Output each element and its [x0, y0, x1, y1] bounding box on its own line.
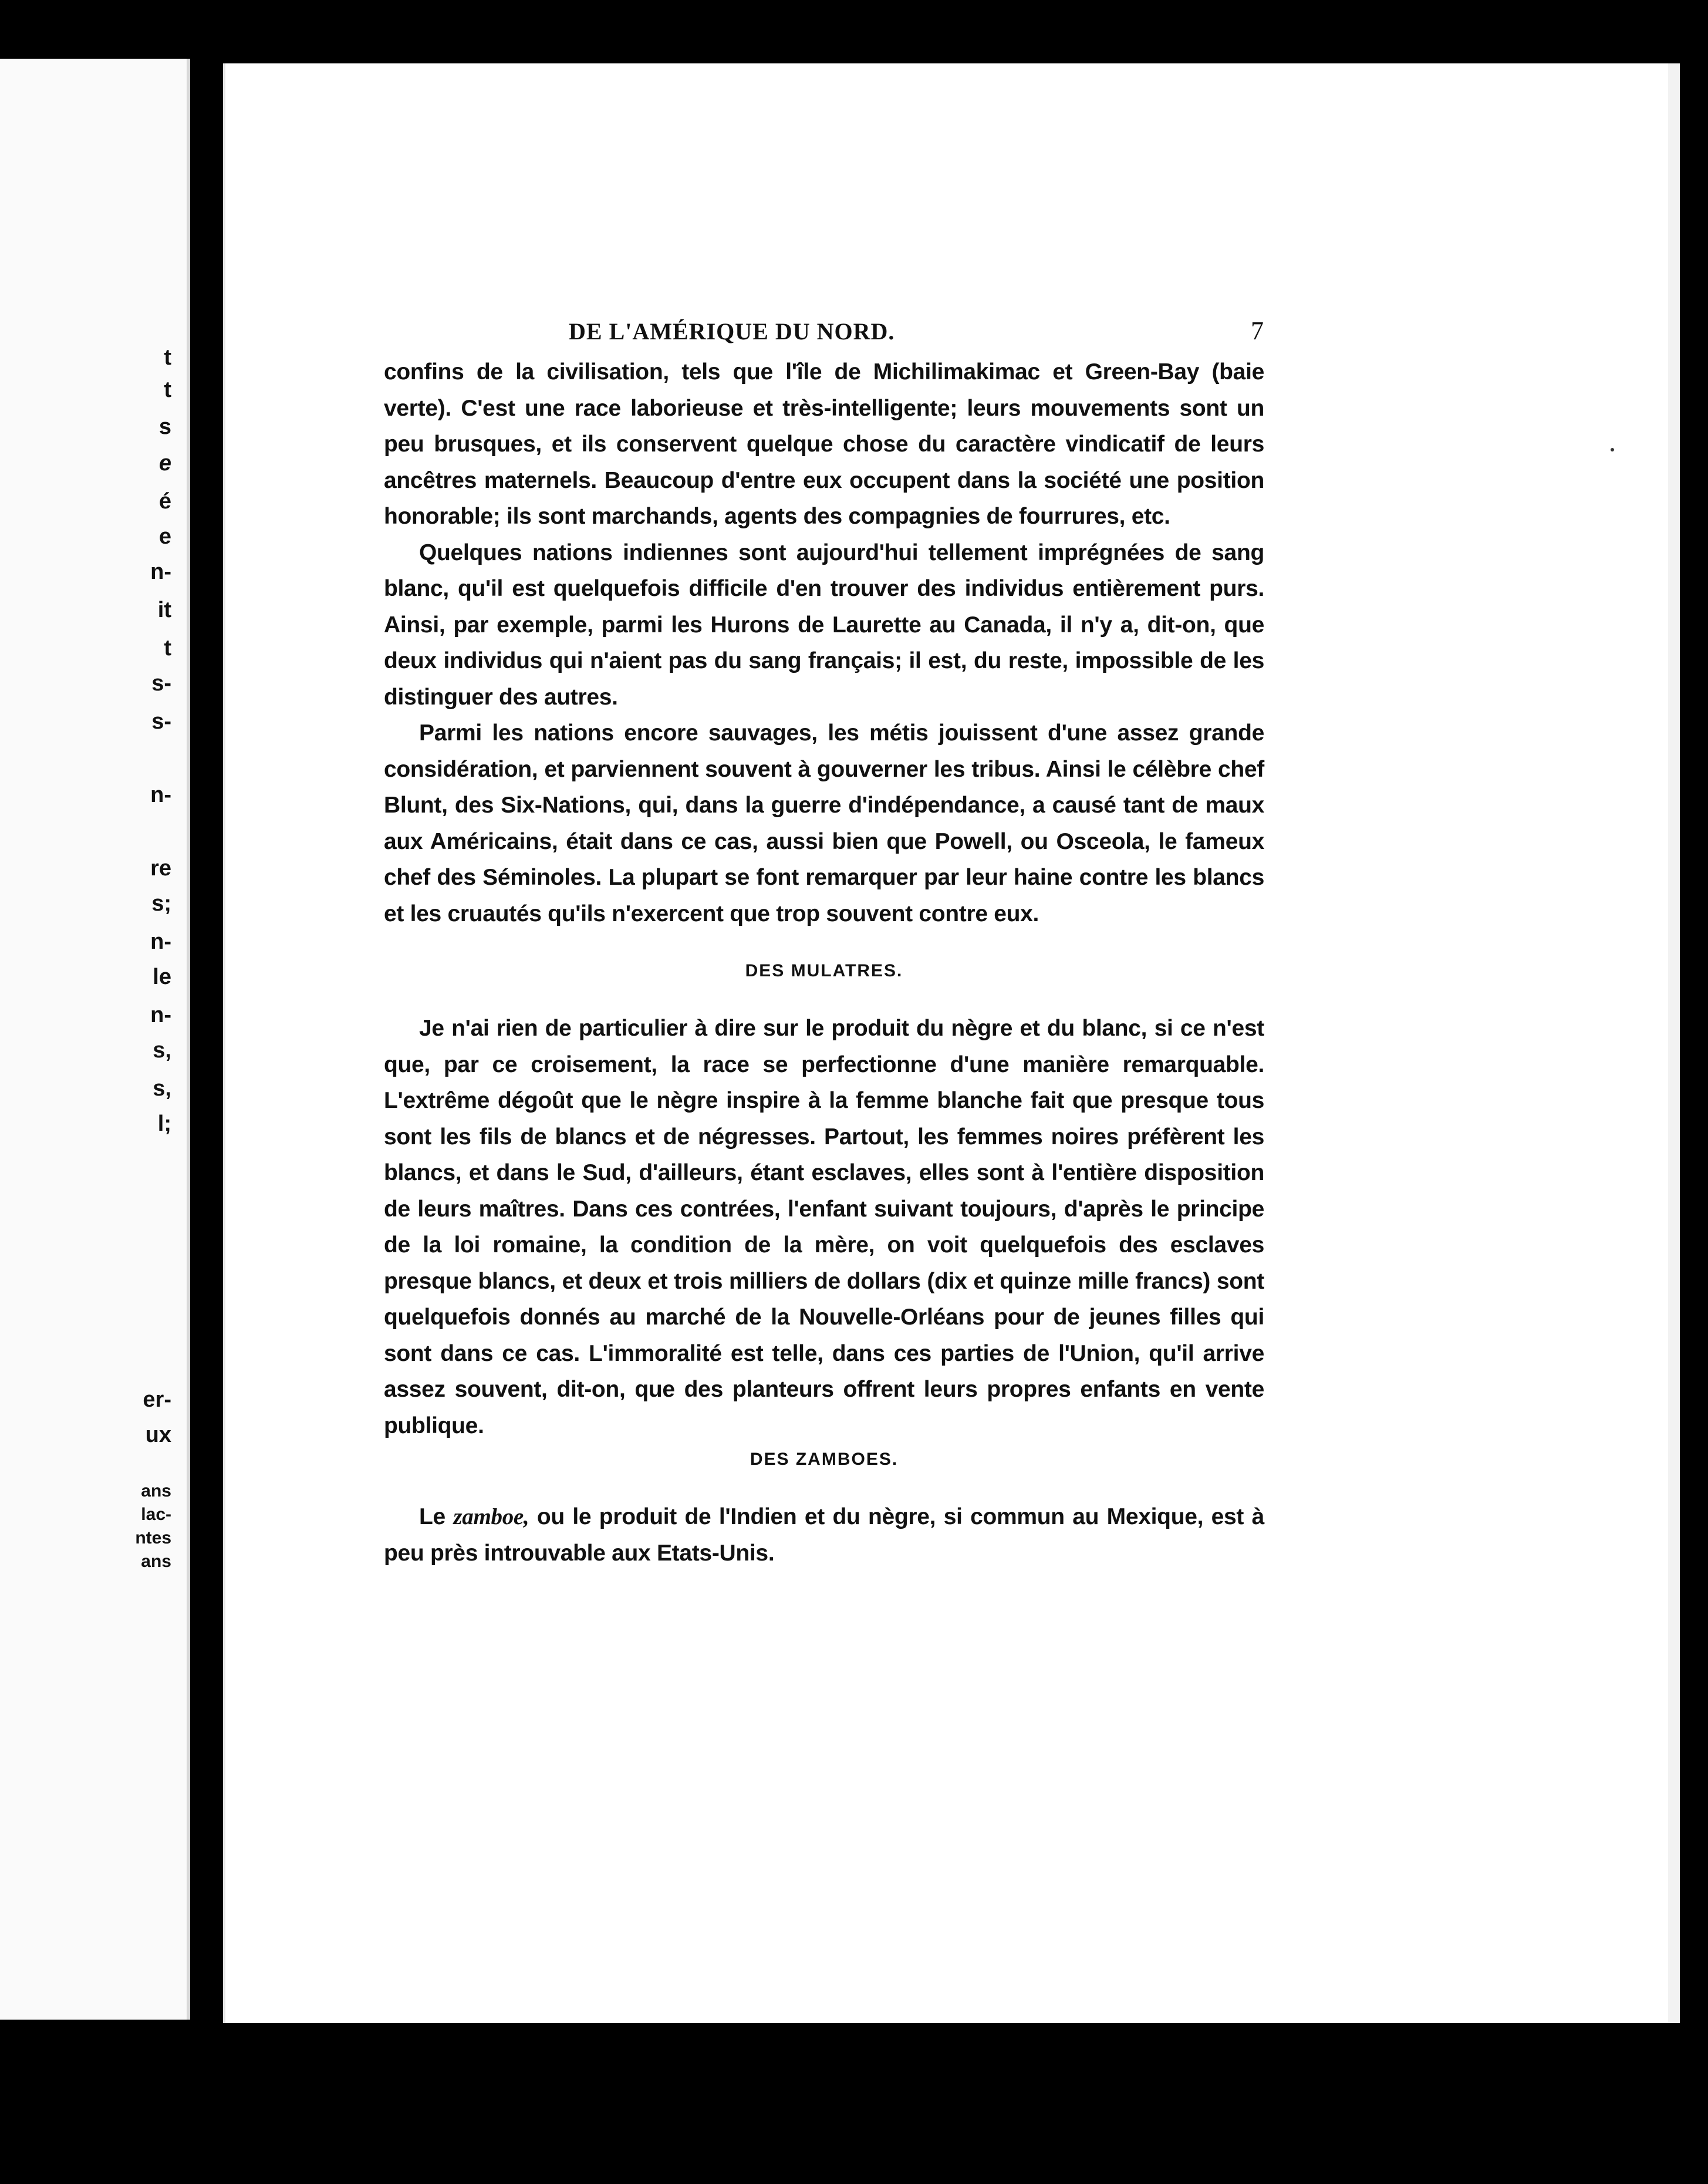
left-fragment: n- — [150, 783, 171, 807]
page-number: 7 — [1251, 316, 1264, 345]
running-head — [384, 316, 1264, 346]
paragraph-hurons: Quelques nations indiennes sont aujourd'hui tellement imprégnées de sang blanc, qu'il est quelquefois difficile d'en trouver des individus entièrement purs. Ainsi, par exemple, parmi les Hurons de Laurette au Canada, il n'y a, dit-on, que deux individus qui n'aient pas du sang français; il est, du reste, impossible de les distinguer des autres. — [384, 540, 1264, 710]
paragraph-mulatres: Je n'ai rien de particulier à dire sur le produit du nègre et du blanc, si ce n'est que, par ce croisement, la race se perfectionne d'une manière remarquable. L'extrême dégoût que le nègre inspire à la femme blanche fait que presque tous sont les fils de blancs et de négresses. Partout, les femmes noires préfèrent les blancs, et dans le Sud, d'ailleurs, étant esclaves, elles sont à l'entière disposition de leurs maîtres. Dans ces contrées, l'enfant suivant toujours, d'après le principe de la loi romaine, la condition de la mère, on voit quelquefois des esclaves presque blancs, et deux et trois milliers de dollars (dix et quinze mille francs) sont quelquefois donnés au marché de la Nouvelle-Orléans pour de jeunes filles qui sont dans ce cas. L'immoralité est telle, dans ces parties de l'Union, qu'il arrive assez souvent, dit-on, que des planteurs offrent leurs propres enfants en vente publique. — [384, 1016, 1264, 1438]
zamboes-term: zamboe, — [453, 1504, 529, 1529]
left-fragment: s- — [151, 709, 171, 734]
left-fragment: s — [158, 414, 171, 439]
left-page-edge — [0, 59, 190, 2020]
left-fragment: e — [158, 451, 171, 476]
left-fragment: l; — [157, 1111, 171, 1136]
book-page — [223, 63, 1670, 2023]
left-fragment: n- — [150, 929, 171, 954]
section-heading-zamboes: DES ZAMBOES. — [750, 1450, 899, 1469]
left-fragment: lac- — [141, 1505, 171, 1524]
left-fragment: ntes — [135, 1528, 171, 1548]
left-fragment: it — [157, 598, 171, 622]
page-edge-shadow — [1668, 63, 1680, 2023]
left-fragment: t — [164, 378, 171, 402]
left-fragment: ans — [141, 1552, 171, 1571]
section-heading-mulatres: DES MULATRES. — [745, 961, 903, 980]
left-fragment: s, — [153, 1038, 171, 1063]
left-fragment: er- — [143, 1387, 171, 1412]
left-fragment: n- — [150, 560, 171, 584]
left-fragment: s, — [153, 1076, 171, 1101]
text-block — [384, 316, 1264, 1571]
left-fragment: ux — [145, 1423, 171, 1447]
running-title: DE L'AMÉRIQUE DU NORD. — [569, 318, 895, 345]
paragraph-metis: Parmi les nations encore sauvages, les métis jouissent d'une assez grande considération, et parviennent souvent à gouverner les tribus. Ainsi le célèbre chef Blunt, des Six-Nations, qui, dans la guerre d'indépendance, a causé tant de maux aux Américains, était dans ce cas, aussi bien que Powell, ou Osceola, le fameux chef des Séminoles. La plupart se font remarquer par leur haine contre les blancs et les cruautés qu'ils n'exercent que trop souvent contre eux. — [384, 720, 1264, 926]
left-fragment: é — [158, 489, 171, 514]
left-fragment: t — [164, 636, 171, 660]
left-fragment: ans — [141, 1481, 171, 1501]
left-fragment: e — [158, 524, 171, 549]
paragraph-zamboes — [384, 1499, 1264, 1571]
zamboes-lead: Le — [419, 1504, 445, 1529]
left-fragment: s- — [151, 671, 171, 696]
left-fragment: le — [153, 965, 171, 989]
left-fragment: re — [150, 856, 171, 881]
zamboes-text: ou le produit de l'Indien et du nègre, si commun au Mexique, est à peu près introuvable aux Etats-Unis. — [384, 1504, 1264, 1566]
left-fragment: n- — [150, 1003, 171, 1027]
paragraph-continuation: confins de la civilisation, tels que l'île de Michilimakimac et Green-Bay (baie verte). C'est une race laborieuse et très-intelligente; leurs mouvements sont un peu brusques, et ils conservent quelque chose du caractère vindicatif de leurs ancêtres maternels. Beaucoup d'entre eux occupent dans la société une position honorable; ils sont marchands, agents des compagnies de fourrures, etc. — [384, 359, 1264, 529]
left-fragment: s; — [151, 891, 171, 916]
speck — [1611, 448, 1614, 451]
left-fragment: t — [164, 345, 171, 370]
